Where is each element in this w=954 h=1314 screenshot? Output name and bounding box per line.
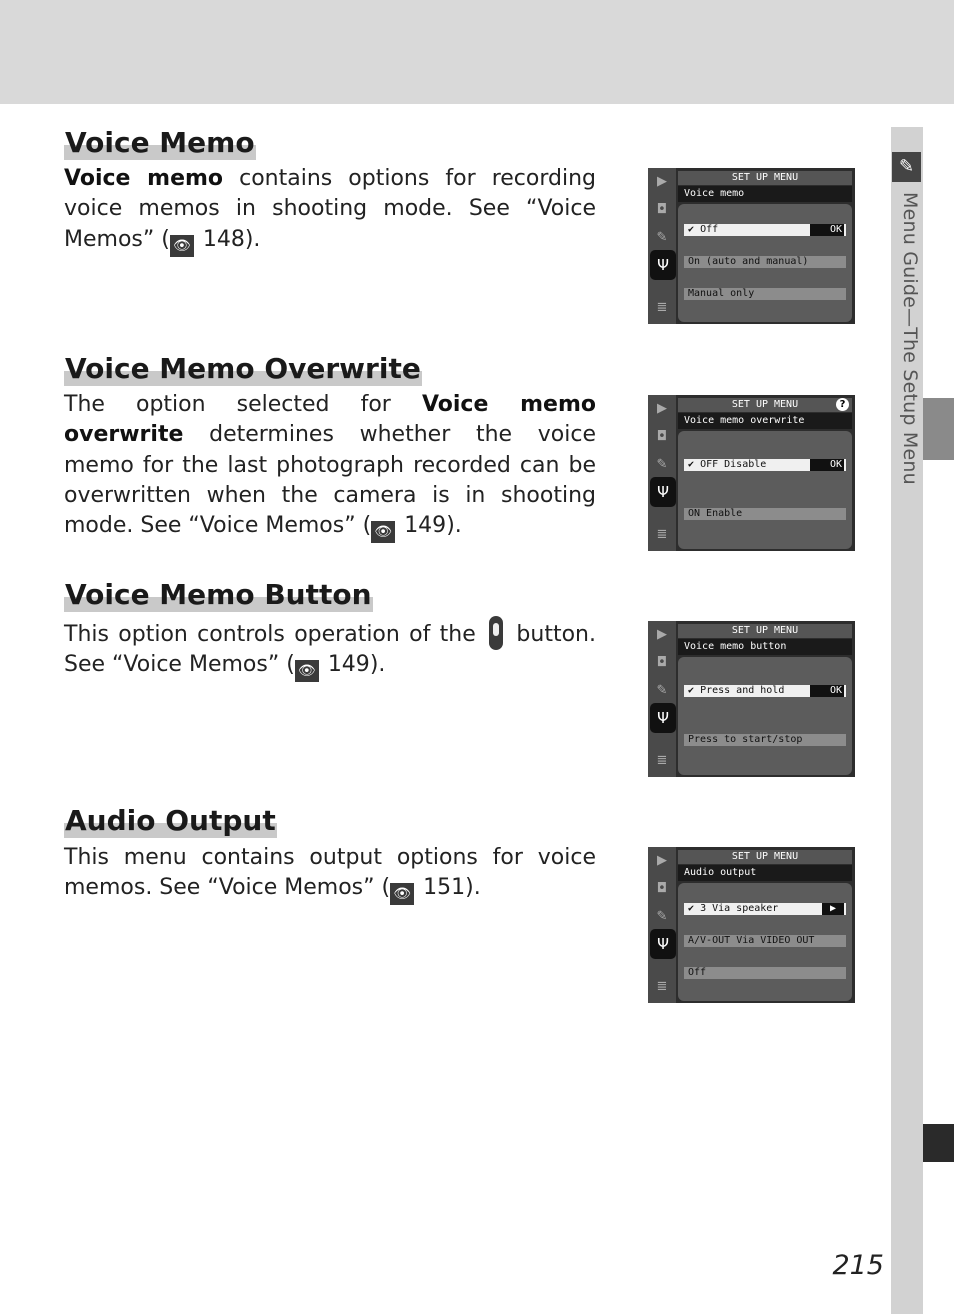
pencil-icon: ✎ (656, 909, 668, 924)
page-number: 215 (832, 1250, 884, 1281)
page-reference-icon: 👁 (371, 521, 395, 543)
paragraph-voice-memo-overwrite (64, 390, 596, 543)
option-label: ON Enable (688, 508, 743, 519)
playback-icon: ▶ (657, 174, 667, 189)
recent-icon: ≣ (656, 753, 668, 768)
camera-icon: ◘ (656, 655, 668, 670)
av-out-icon: A/V-OUT (688, 935, 731, 946)
paragraph-text: The option selected for (64, 392, 422, 417)
heading-audio-output: Audio Output (65, 804, 276, 837)
option-label: Manual only (688, 288, 755, 299)
ref-page: 149 (327, 652, 370, 678)
lcd-screen-voice-memo-button (648, 621, 855, 777)
recent-icon: ≣ (656, 527, 668, 542)
pencil-icon: ✎ (656, 457, 668, 472)
lcd-screen-voice-memo-overwrite (648, 395, 855, 551)
option-label: On (auto and manual) (688, 256, 809, 267)
page-reference-icon: 👁 (170, 235, 194, 257)
paragraph-end: ). (446, 513, 462, 539)
page-reference-icon: 👁 (390, 883, 414, 905)
header-band (0, 0, 954, 104)
submenu-title: Voice memo button (678, 639, 852, 655)
play-icon: ▶ (822, 903, 844, 915)
option-label: Off (688, 967, 707, 978)
submenu-title: Voice memo (678, 186, 852, 202)
option-label: Off (700, 224, 719, 235)
ok-icon: OK (810, 459, 844, 471)
check-icon: ✔ (688, 459, 695, 470)
lcd-screen-voice-memo (648, 168, 855, 324)
bold-term: Voice memo overwrite (64, 392, 597, 448)
camera-icon: ◘ (656, 429, 668, 444)
bold-term: Voice memo (64, 166, 224, 191)
paragraph-audio-output (64, 843, 596, 905)
option-item (684, 508, 846, 520)
option-label: Via VIDEO OUT (736, 935, 815, 946)
paragraph-text: button. See “Voice Memos” ( (64, 622, 596, 678)
paragraph-end: ). (244, 226, 261, 252)
wrench-icon: Ψ (650, 929, 676, 959)
heading-voice-memo-button: Voice Memo Button (65, 578, 372, 611)
menu-title: SET UP MENU (678, 398, 852, 412)
option-label: Press to start/stop (688, 734, 803, 745)
wrench-icon: Ψ (650, 250, 676, 280)
submenu-title: Audio output (678, 865, 852, 881)
ref-page: 148 (202, 226, 245, 252)
option-label: 3 Via speaker (700, 903, 779, 914)
microphone-button-icon (489, 616, 503, 650)
paragraph-voice-memo-button (64, 616, 596, 682)
option-item (684, 935, 846, 947)
playback-icon: ▶ (657, 627, 667, 642)
lcd-screen-audio-output (648, 847, 855, 1003)
index-tab (923, 1124, 954, 1162)
wrench-icon: Ψ (650, 477, 676, 507)
pencil-icon: ✎ (656, 230, 668, 245)
submenu-title: Voice memo overwrite (678, 413, 852, 429)
menu-title: SET UP MENU (678, 624, 852, 638)
menu-title: SET UP MENU (678, 171, 852, 185)
options-panel (678, 657, 852, 775)
option-label: OFF Disable (700, 459, 767, 470)
camera-icon: ◘ (656, 202, 668, 217)
chapter-tab (923, 398, 954, 460)
option-item (684, 903, 846, 915)
recent-icon: ≣ (656, 300, 668, 315)
ref-page: 151 (423, 875, 466, 901)
option-item (684, 224, 846, 236)
option-label: Press and hold (700, 685, 785, 696)
ok-icon: OK (810, 685, 844, 697)
paragraph-end: ). (369, 652, 386, 678)
option-item (684, 734, 846, 746)
help-icon: ? (836, 398, 849, 411)
check-icon: ✔ (688, 224, 695, 235)
camera-icon: ◘ (656, 881, 668, 896)
option-item (684, 459, 846, 471)
wrench-icon: ✎ (892, 152, 921, 182)
option-item (684, 967, 846, 979)
menu-title: SET UP MENU (678, 850, 852, 864)
paragraph-text: This menu contains output options for voice memos. See “Voice Memos” ( (64, 845, 596, 901)
option-item (684, 288, 846, 300)
recent-icon: ≣ (656, 979, 668, 994)
wrench-icon: Ψ (650, 703, 676, 733)
paragraph-text: contains options for recording voice memos in shooting mode. See “Voice Memos” ( (64, 166, 597, 252)
paragraph-voice-memo (64, 164, 596, 257)
page-reference-icon: 👁 (295, 660, 319, 682)
option-item (684, 685, 846, 697)
chapter-label: Menu Guide—The Setup Menu (899, 192, 921, 485)
playback-icon: ▶ (657, 401, 667, 416)
paragraph-text: determines whether the voice memo for the last photograph recorded can be overwritten when the camera is in shooting mode. See “Voice Memos” ( (64, 422, 596, 539)
ref-page: 149 (404, 513, 447, 539)
ok-icon: OK (810, 224, 844, 236)
heading-voice-memo: Voice Memo (65, 126, 255, 159)
check-icon: ✔ (688, 903, 695, 914)
pencil-icon: ✎ (656, 683, 668, 698)
playback-icon: ▶ (657, 853, 667, 868)
paragraph-text: This option controls operation of the (64, 622, 486, 647)
heading-voice-memo-overwrite: Voice Memo Overwrite (65, 352, 421, 385)
paragraph-end: ). (465, 875, 481, 901)
check-icon: ✔ (688, 685, 695, 696)
option-item (684, 256, 846, 268)
options-panel (678, 431, 852, 549)
